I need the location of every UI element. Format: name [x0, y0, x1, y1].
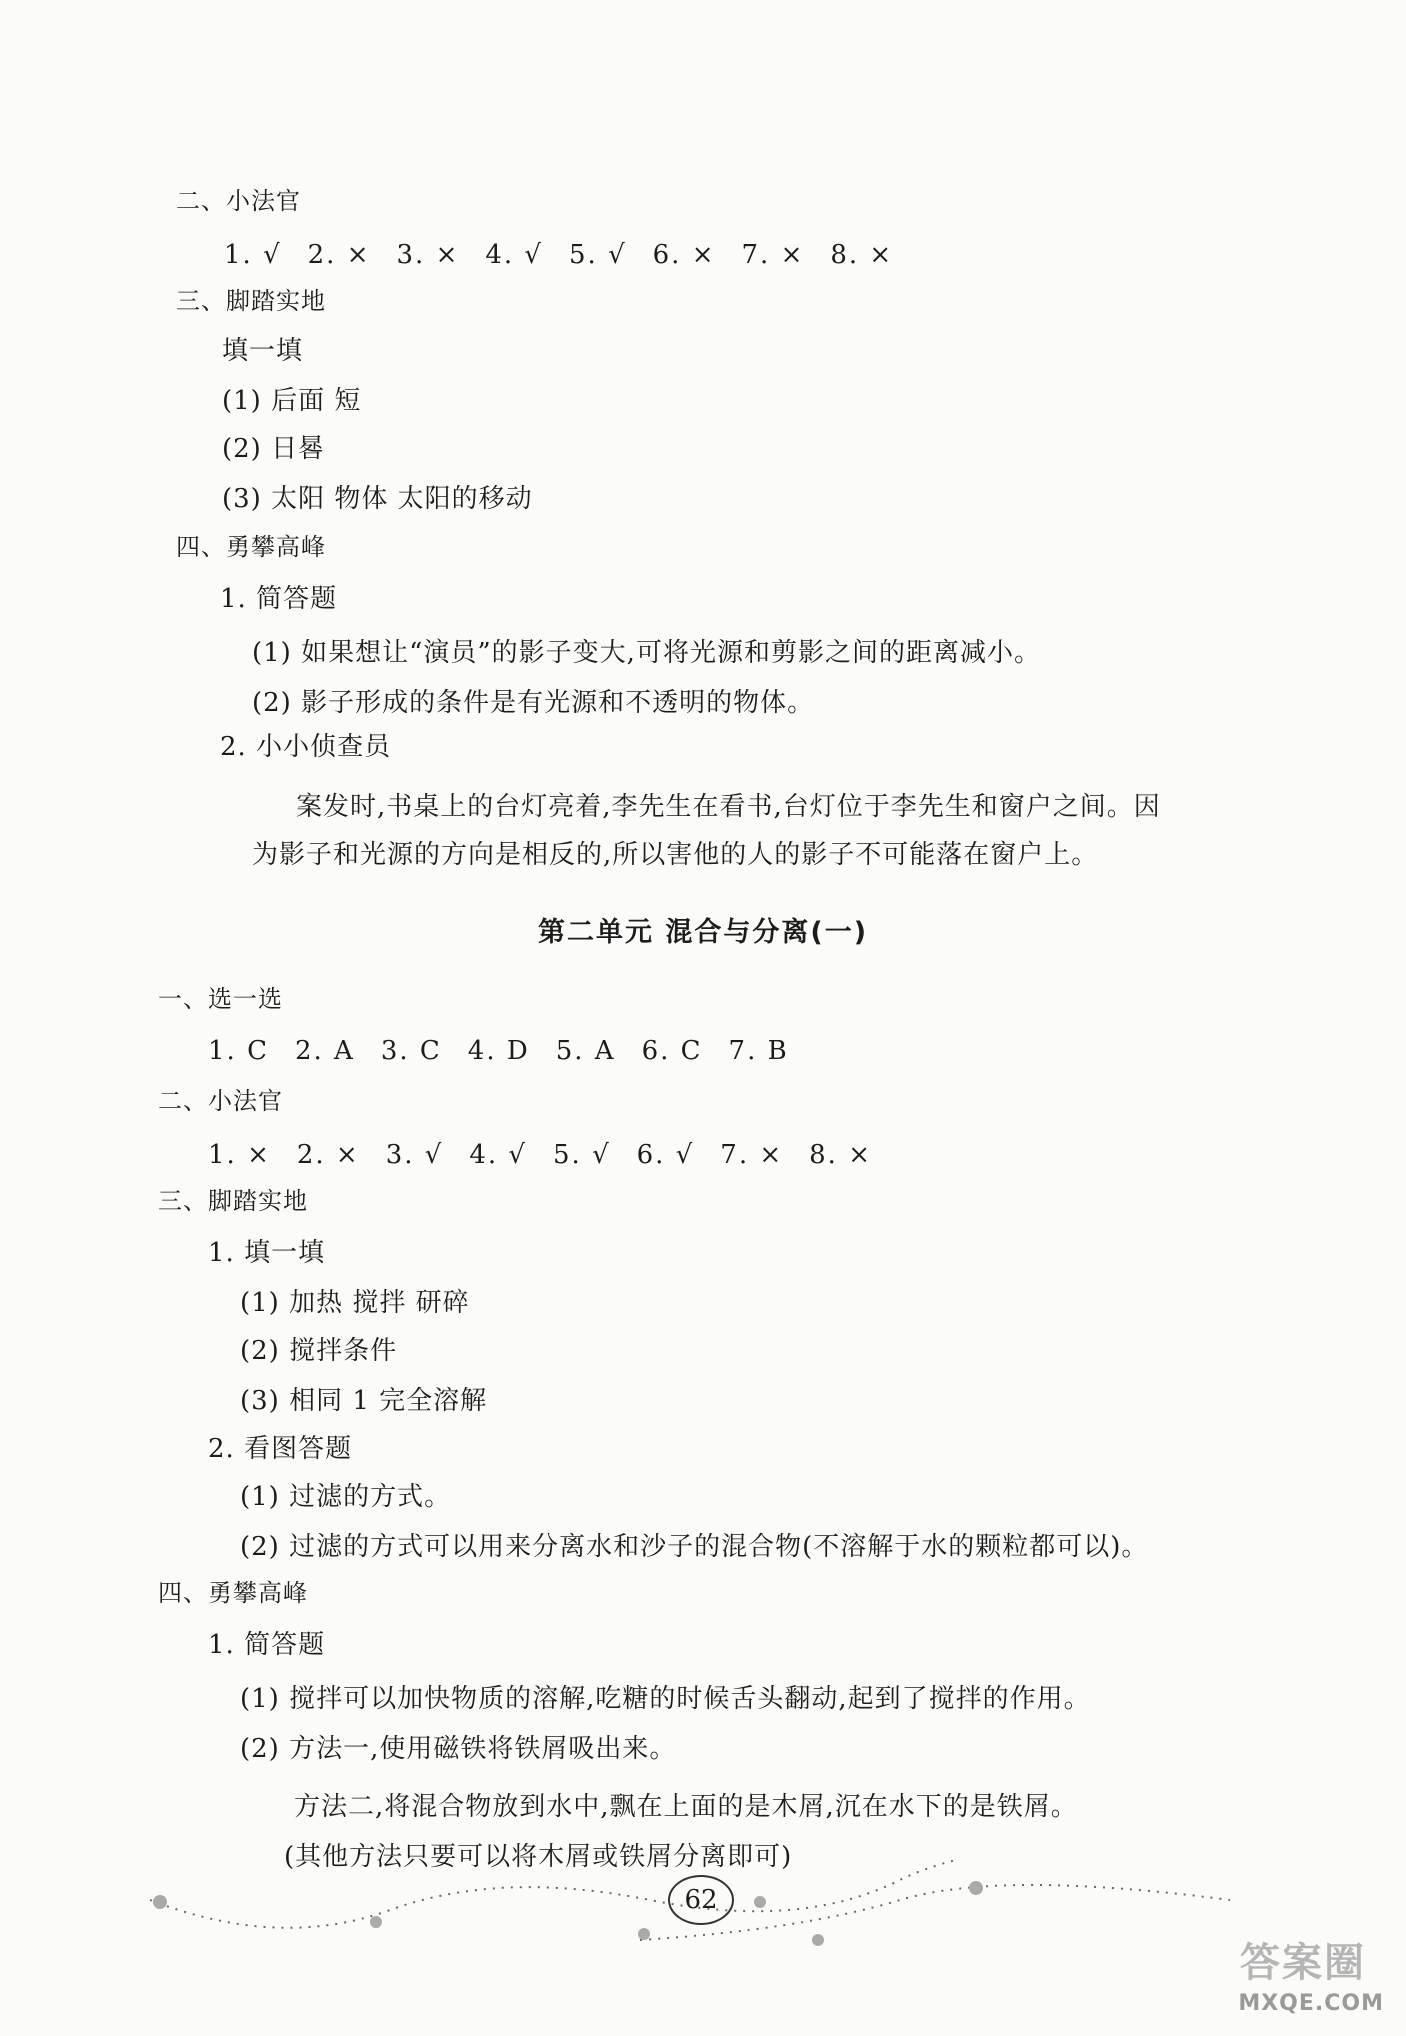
answer-item: 4. D: [467, 1036, 530, 1066]
answer-item: 6. ×: [652, 240, 716, 270]
heading-judge-2: 二、小法官: [158, 1087, 283, 1115]
qa-answer-2-2a: (2) 方法一,使用磁铁将铁屑吸出来。: [240, 1734, 677, 1764]
qa-title-2: 1. 简答题: [208, 1630, 326, 1660]
heading-climb-2: 四、勇攀高峰: [158, 1579, 308, 1607]
page-number: 62: [668, 1875, 734, 1925]
answer-item: 5. √: [569, 240, 627, 270]
heading-climb: 四、勇攀高峰: [176, 533, 326, 561]
fill-answer-2: (2) 日晷: [222, 434, 326, 464]
answer-item: 6. √: [636, 1140, 695, 1170]
answer-item: 2. ×: [296, 1140, 360, 1170]
answer-item: 2. ×: [307, 240, 371, 270]
answer-item: 3. √: [385, 1140, 444, 1170]
picture-question-title: 2. 看图答题: [208, 1434, 353, 1464]
qa-answer-2-2b: 方法二,将混合物放到水中,飘在上面的是木屑,沉在水下的是铁屑。: [294, 1792, 1078, 1822]
answer-item: 7. ×: [720, 1140, 784, 1170]
detective-paragraph-line-1: 案发时,书桌上的台灯亮着,李先生在看书,台灯位于李先生和窗户之间。因: [296, 792, 1161, 822]
answer-item: 5. √: [553, 1140, 611, 1170]
heading-practice: 三、脚踏实地: [176, 287, 326, 315]
detective-title: 2. 小小侦查员: [220, 732, 392, 762]
qa-answer-2-2c: (其他方法只要可以将木屑或铁屑分离即可): [284, 1842, 793, 1872]
watermark-logo: 答案圈: [1240, 1940, 1366, 1986]
fill-answer-2-3: (3) 相同 1 完全溶解: [240, 1386, 488, 1416]
picture-answer-1: (1) 过滤的方式。: [240, 1482, 452, 1512]
fill-answer-2-1: (1) 加热 搅拌 研碎: [240, 1288, 470, 1318]
answer-item: 6. C: [641, 1036, 703, 1066]
answer-item: 4. √: [469, 1140, 527, 1170]
answer-item: 7. ×: [741, 240, 805, 270]
fill-title-2: 1. 填一填: [208, 1238, 326, 1268]
answer-item: 1. √: [224, 240, 282, 270]
answer-item: 3. ×: [396, 240, 460, 270]
unit-title: 第二单元 混合与分离(一): [537, 917, 869, 948]
watermark-text: MXQE.COM: [1238, 1991, 1384, 2016]
answer-item: 7. B: [728, 1036, 789, 1066]
qa-answer-2: (2) 影子形成的条件是有光源和不透明的物体。: [252, 688, 815, 718]
answer-item: 2. A: [294, 1036, 355, 1066]
fill-title: 填一填: [222, 336, 304, 366]
answer-item: 5. A: [555, 1036, 616, 1066]
picture-answer-2: (2) 过滤的方式可以用来分离水和沙子的混合物(不溶解于水的颗粒都可以)。: [240, 1532, 1149, 1562]
choose-answers-row: [208, 1034, 815, 1068]
qa-answer-2-1: (1) 搅拌可以加快物质的溶解,吃糖的时候舌头翻动,起到了搅拌的作用。: [240, 1684, 1091, 1714]
answer-item: 4. √: [485, 240, 543, 270]
answer-item: 1. ×: [208, 1140, 271, 1170]
answer-item: 1. C: [208, 1036, 269, 1066]
fill-answer-1: (1) 后面 短: [222, 386, 362, 416]
answer-item: 8. ×: [809, 1140, 872, 1170]
heading-judge: 二、小法官: [176, 187, 301, 215]
heading-practice-2: 三、脚踏实地: [158, 1187, 308, 1215]
heading-choose: 一、选一选: [158, 985, 283, 1013]
answer-item: 3. C: [380, 1036, 442, 1066]
detective-paragraph-line-2: 为影子和光源的方向是相反的,所以害他的人的影子不可能落在窗户上。: [252, 840, 1099, 870]
judge-answers-row: [224, 238, 919, 272]
fill-answer-3: (3) 太阳 物体 太阳的移动: [222, 484, 533, 514]
fill-answer-2-2: (2) 搅拌条件: [240, 1336, 398, 1366]
qa-answer-1: (1) 如果想让“演员”的影子变大,可将光源和剪影之间的距离减小。: [252, 638, 1041, 668]
judge-answers-row-2: [208, 1138, 898, 1172]
qa-title: 1. 简答题: [220, 584, 338, 614]
answer-item: 8. ×: [830, 240, 894, 270]
